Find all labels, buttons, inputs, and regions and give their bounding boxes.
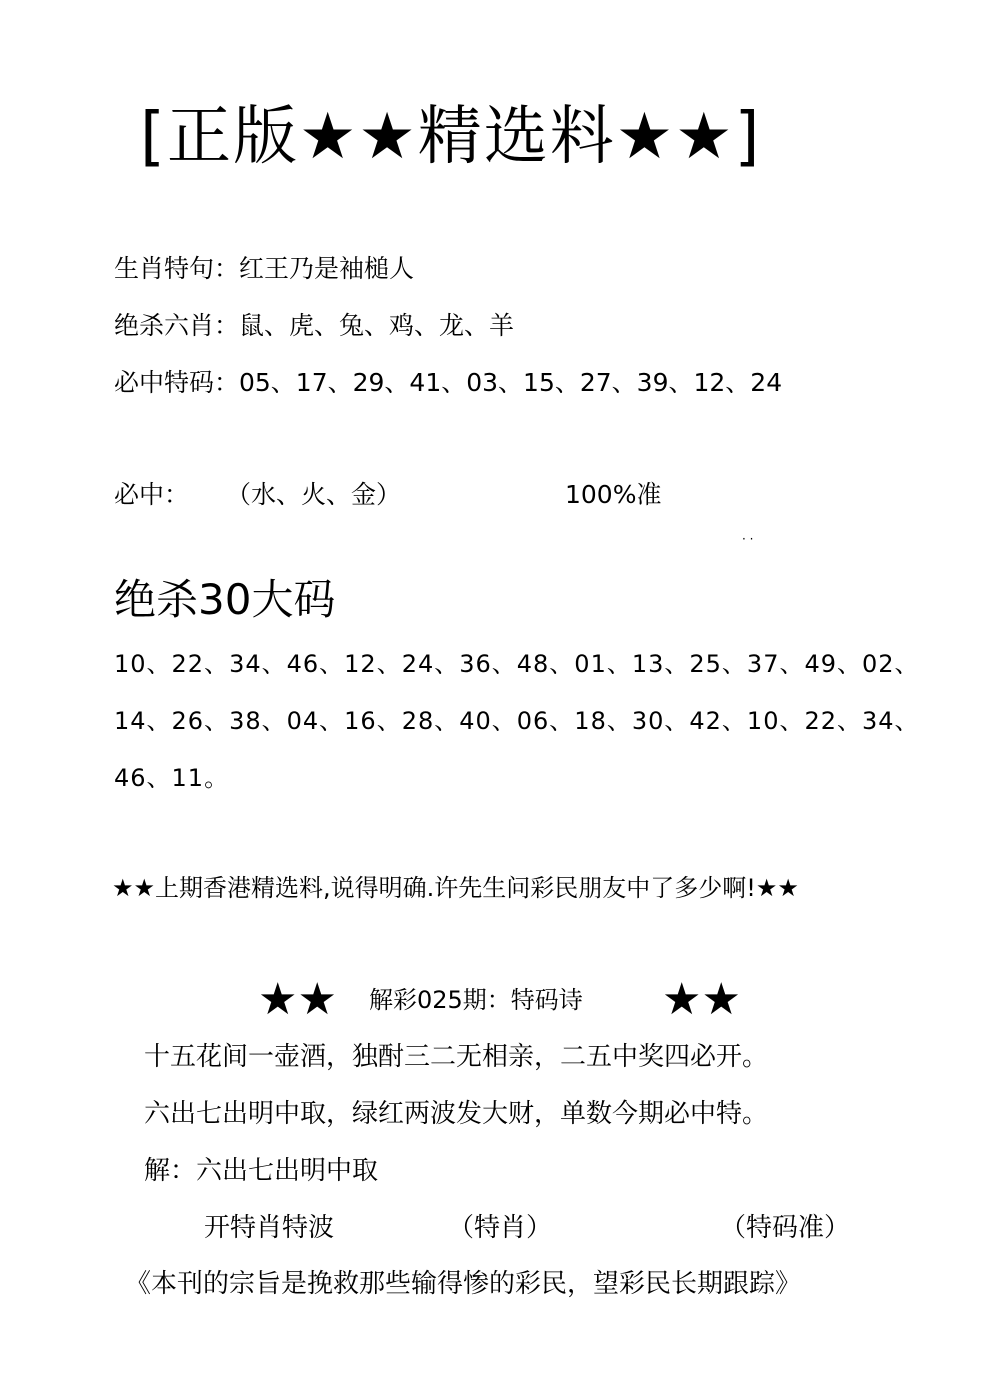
footer-motto: 《本刊的宗旨是挽救那些输得惨的彩民，望彩民长期跟踪》 — [125, 1269, 802, 1299]
must-hit-elements: （水、火、金） — [226, 480, 402, 509]
must-hit-accuracy: 100%准 — [565, 480, 662, 509]
answer-item: （特码准） — [720, 1213, 851, 1243]
must-hit-label: 必中： — [114, 480, 190, 509]
stray-dots: · · — [742, 532, 754, 546]
answer-item: 开特肖特波 — [204, 1213, 335, 1243]
stars-left: ★★ — [258, 974, 337, 1025]
last-issue-line: ★★上期香港精选料,说得明确.许先生问彩民朋友中了多少啊!★★ — [112, 874, 799, 902]
answer-item: （特肖） — [448, 1213, 553, 1243]
kill-six-zodiac: 绝杀六肖：鼠、虎、兔、鸡、龙、羊 — [114, 311, 515, 340]
page-title: [正版★★精选料★★] — [140, 100, 762, 174]
poem-line: 十五花间一壶酒，独酎三二无相亲，二五中奖四必开。 — [144, 1042, 769, 1072]
zodiac-phrase: 生肖特句：红王乃是袖槌人 — [114, 254, 415, 283]
kill30-line: 46、11。 — [114, 764, 230, 792]
poem-line: 六出七出明中取，绿红两波发大财，单数今期必中特。 — [144, 1099, 769, 1129]
kill30-line: 10、22、34、46、12、24、36、48、01、13、25、37、49、02、 — [114, 650, 920, 678]
explain-line: 解：六出七出明中取 — [144, 1156, 379, 1186]
poem-heading: 解彩025期：特码诗 — [369, 986, 583, 1014]
kill30-heading: 绝杀30大码 — [114, 575, 336, 624]
kill30-line: 14、26、38、04、16、28、40、06、18、30、42、10、22、34、 — [114, 707, 920, 735]
stars-right: ★★ — [662, 974, 741, 1025]
must-hit-numbers: 必中特码：05、17、29、41、03、15、27、39、12、24 — [114, 368, 783, 397]
